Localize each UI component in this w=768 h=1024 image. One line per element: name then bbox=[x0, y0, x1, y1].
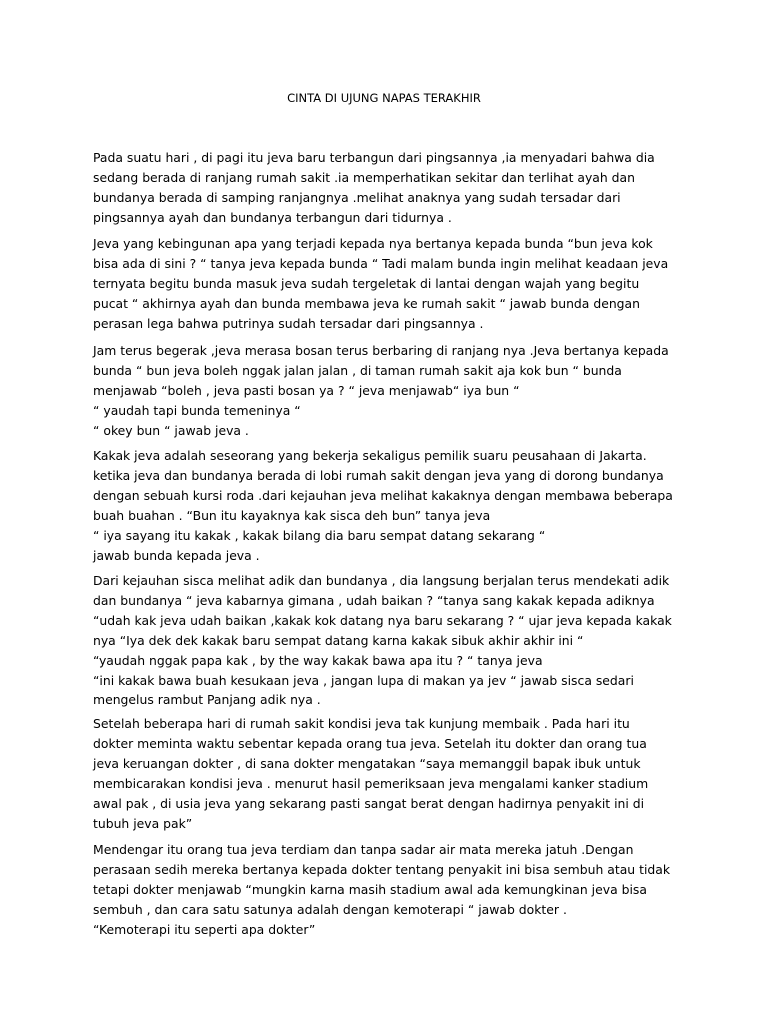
text-line: “Kemoterapi itu seperti apa dokter” bbox=[93, 921, 316, 937]
text-line: dengan sebuah kursi roda .dari kejauhan jeva melihat kakaknya dengan membawa beberapa bbox=[93, 487, 673, 503]
text-line: mengelus rambut Panjang adik nya . bbox=[93, 692, 321, 708]
document-title: CINTA DI UJUNG NAPAS TERAKHIR bbox=[287, 91, 481, 105]
text-line: Jam terus begerak ,jeva merasa bosan terus berbaring di ranjang nya .Jeva bertanya kepada bbox=[93, 343, 669, 358]
text-line: buah buahan . “Bun itu kayaknya kak sisca deh bun” tanya jeva bbox=[93, 507, 491, 523]
paragraph bbox=[93, 571, 693, 710]
text-line: Kakak jeva adalah seseorang yang bekerja sekaligus pemilik suaru peusahaan di Jakarta. bbox=[93, 448, 647, 463]
text-line: bisa ada di sini ? “ tanya jeva kepada bunda “ Tadi malam bunda ingin melihat keadaan jeva bbox=[93, 255, 669, 271]
paragraph bbox=[93, 341, 693, 441]
text-line: Jeva yang kebingunan apa yang terjadi kepada nya bertanya kepada bunda “bun jeva kok bbox=[93, 236, 653, 251]
text-line: dan bundanya “ jeva kabarnya gimana , udah baikan ? “tanya sang kakak kepada adiknya bbox=[93, 592, 655, 608]
text-line: “ iya sayang itu kakak , kakak bilang dia baru sempat datang sekarang “ bbox=[93, 527, 546, 543]
text-line: perasan lega bahwa putrinya sudah tersadar dari pingsannya . bbox=[93, 315, 484, 331]
text-line: ternyata begitu bunda masuk jeva sudah tergeletak di lantai dengan wajah yang begitu bbox=[93, 275, 640, 291]
text-line: “ini kakak bawa buah kesukaan jeva , jangan lupa di makan ya jev “ jawab sisca sedari bbox=[93, 672, 634, 688]
paragraph bbox=[93, 148, 693, 228]
text-line: membicarakan kondisi jeva . menurut hasil pemeriksaan jeva mengalami kanker stadium bbox=[93, 775, 649, 791]
text-line: Setelah beberapa hari di rumah sakit kondisi jeva tak kunjung membaik . Pada hari itu bbox=[93, 716, 630, 731]
text-line: “ yaudah tapi bunda temeninya “ bbox=[93, 402, 301, 418]
text-line: nya “Iya dek dek kakak baru sempat datang karna kakak sibuk akhir akhir ini “ bbox=[93, 632, 584, 648]
text-line: perasaan sedih mereka bertanya kepada dokter tentang penyakit ini bisa sembuh atau tidak bbox=[93, 861, 671, 877]
text-line: “udah kak jeva udah baikan ,kakak kok datang nya baru sekarang ? “ ujar jeva kepada kakak bbox=[93, 612, 672, 628]
paragraph bbox=[93, 234, 693, 334]
text-line: tubuh jeva pak” bbox=[93, 815, 193, 831]
text-line: bundanya berada di samping ranjangnya .melihat anaknya yang sudah tersadar dari bbox=[93, 189, 621, 205]
text-line: “ okey bun “ jawab jeva . bbox=[93, 422, 249, 438]
text-line: Dari kejauhan sisca melihat adik dan bundanya , dia langsung berjalan terus mendekati adik bbox=[93, 573, 670, 588]
text-line: bunda “ bun jeva boleh nggak jalan jalan , di taman rumah sakit aja kok bun “ bunda bbox=[93, 362, 622, 378]
text-line: pingsannya ayah dan bundanya terbangun dari tidurnya . bbox=[93, 209, 452, 225]
text-line: Pada suatu hari , di pagi itu jeva baru terbangun dari pingsannya ,ia menyadari bahwa dia bbox=[93, 150, 655, 165]
text-line: dokter meminta waktu sebentar kepada orang tua jeva. Setelah itu dokter dan orang tua bbox=[93, 735, 647, 751]
text-line: ketika jeva dan bundanya berada di lobi rumah sakit dengan jeva yang di dorong bundanya bbox=[93, 467, 664, 483]
text-line: sembuh , dan cara satu satunya adalah dengan kemoterapi “ jawab dokter . bbox=[93, 901, 567, 917]
paragraph bbox=[93, 714, 693, 833]
paragraph bbox=[93, 446, 693, 565]
text-line: “yaudah nggak papa kak , by the way kakak bawa apa itu ? “ tanya jeva bbox=[93, 652, 543, 668]
text-line: pucat “ akhirnya ayah dan bunda membawa jeva ke rumah sakit “ jawab bunda dengan bbox=[93, 295, 640, 311]
text-line: awal pak , di usia jeva yang sekarang pasti sangat berat dengan hadirnya penyakit ini di bbox=[93, 795, 645, 811]
text-line: menjawab “boleh , jeva pasti bosan ya ? “ jeva menjawab“ iya bun “ bbox=[93, 382, 520, 398]
text-line: Mendengar itu orang tua jeva terdiam dan tanpa sadar air mata mereka jatuh .Dengan bbox=[93, 842, 634, 857]
text-line: tetapi dokter menjawab “mungkin karna masih stadium awal ada kemungkinan jeva bisa bbox=[93, 881, 647, 897]
text-line: jeva keruangan dokter , di sana dokter mengatakan “saya memanggil bapak ibuk untuk bbox=[93, 755, 641, 771]
paragraph bbox=[93, 840, 693, 940]
text-line: jawab bunda kepada jeva . bbox=[93, 547, 260, 563]
text-line: sedang berada di ranjang rumah sakit .ia memperhatikan sekitar dan terlihat ayah dan bbox=[93, 169, 635, 185]
